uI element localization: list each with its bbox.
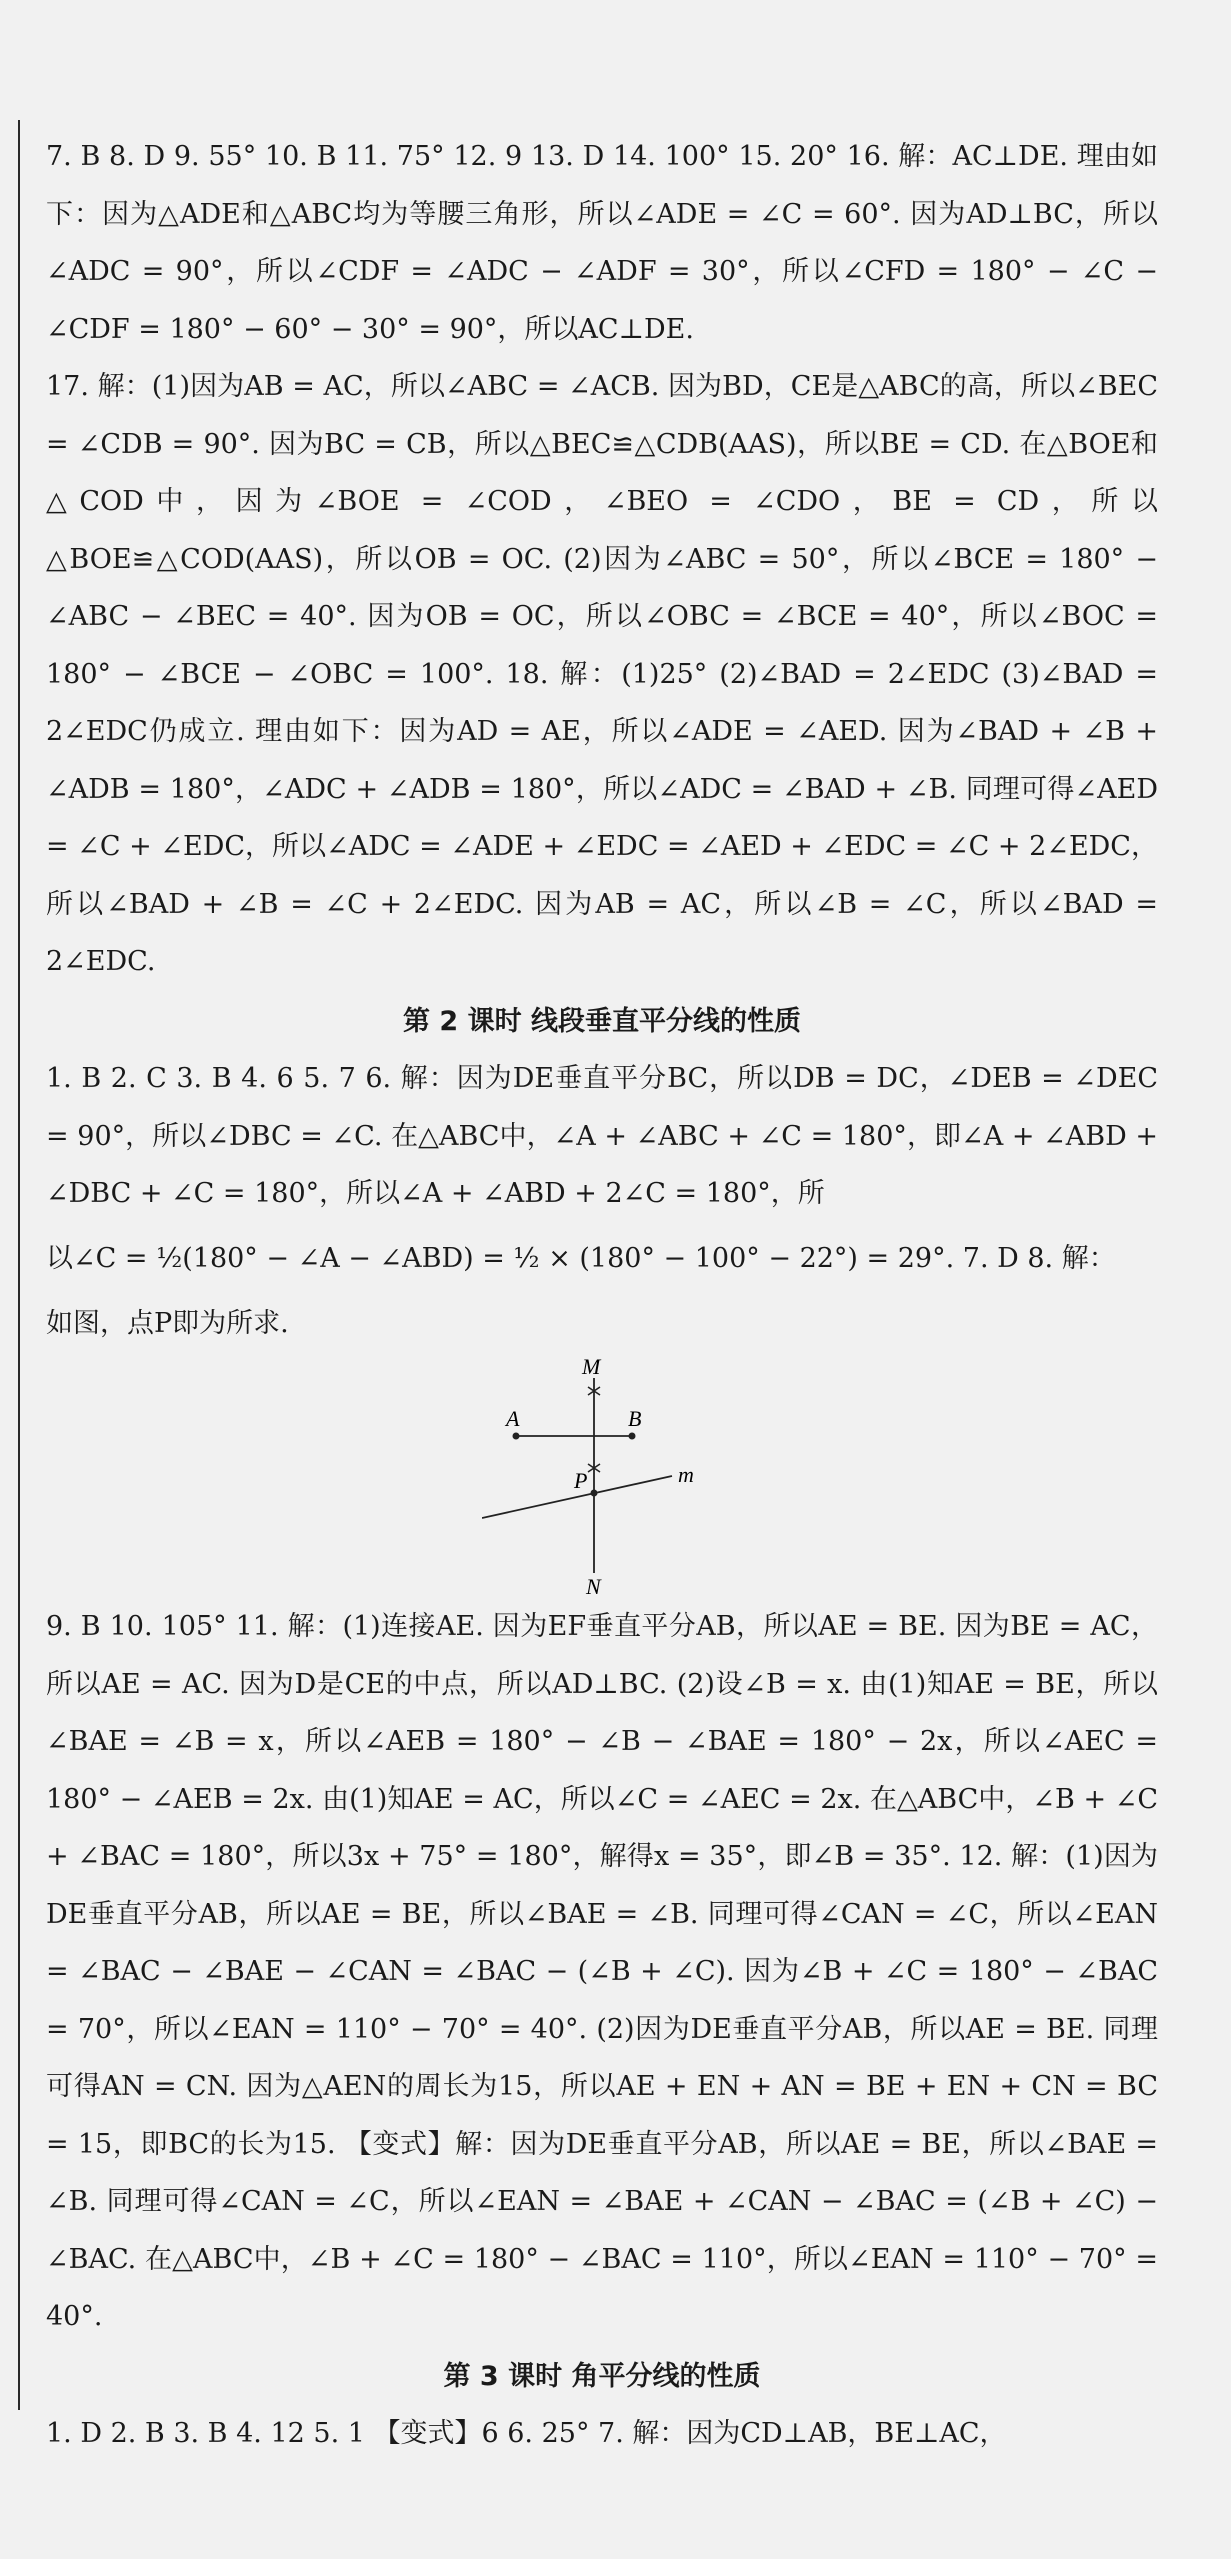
label-n: N: [586, 1574, 601, 1598]
label-p: P: [574, 1468, 588, 1493]
label-a: A: [506, 1406, 520, 1431]
point-b: [629, 1433, 636, 1440]
point-p: [591, 1490, 598, 1497]
section-heading-lesson-2: 第 2 课时 线段垂直平分线的性质: [403, 1005, 801, 1037]
margin-rule: [18, 120, 20, 2410]
section-heading-lesson-3: 第 3 课时 角平分线的性质: [443, 2360, 761, 2392]
answer-paragraph-lesson2-1-6: 1. B 2. C 3. B 4. 6 5. 7 6. 解：因为DE垂直平分BC，所以DB = DC，∠DEB = ∠DEC = 90°，所以∠DBC = ∠C. 在△ABC中，∠A + ∠ABC + ∠C = 180°，即∠A + ∠ABD + ∠DBC + ∠C = 180°，所以∠A + ∠ABD + 2∠C = 180°，所: [46, 1063, 1158, 1209]
label-line-m: m: [678, 1462, 694, 1487]
answer-paragraph-7-16: 7. B 8. D 9. 55° 10. B 11. 75° 12. 9 13. D 14. 100° 15. 20° 16. 解：AC⊥DE. 理由如下：因为△ADE和△ABC均为等腰三角形，所以∠ADE = ∠C = 60°. 因为AD⊥BC，所以∠ADC = 90°，所以∠CDF = ∠ADC − ∠ADF = 30°，所以∠CFD = 180° − ∠C − ∠CDF = 180° − 60° − 30° = 90°，所以AC⊥DE.: [46, 141, 1158, 345]
answer-paragraph-figure-caption: 如图，点P即为所求.: [46, 1307, 289, 1339]
label-m: M: [582, 1358, 601, 1379]
point-a: [513, 1433, 520, 1440]
perpendicular-bisector-figure: [482, 1358, 722, 1598]
answer-paragraph-17-18: 17. 解：(1)因为AB = AC，所以∠ABC = ∠ACB. 因为BD，CE是△ABC的高，所以∠BEC = ∠CDB = 90°. 因为BC = CB，所以△BEC≌△CDB(AAS)，所以BE = CD. 在△BOE和△COD中，因为∠BOE = ∠COD，∠BEO = ∠CDO，BE = CD，所以△BOE≌△COD(AAS)，所以OB = OC. (2)因为∠ABC = 50°，所以∠BCE = 180° − ∠ABC − ∠BEC = 40°. 因为OB = OC，所以∠OBC = ∠BCE = 40°，所以∠BOC = 180° − ∠BCE − ∠OBC = 100°. 18. 解：(1)25° (2)∠BAD = 2∠EDC (3)∠BAD = 2∠EDC仍成立. 理由如下：因为AD = AE，所以∠ADE = ∠AED. 因为∠BAD + ∠B + ∠ADB = 180°，∠ADC + ∠ADB = 180°，所以∠ADC = ∠BAD + ∠B. 同理可得∠AED = ∠C + ∠EDC，所以∠ADC = ∠ADE + ∠EDC = ∠AED + ∠EDC = ∠C + 2∠EDC，所以∠BAD + ∠B = ∠C + 2∠EDC. 因为AB = AC，所以∠B = ∠C，所以∠BAD = 2∠EDC.: [46, 371, 1158, 977]
answer-content: [46, 128, 1158, 2463]
answer-paragraph-9-12: 9. B 10. 105° 11. 解：(1)连接AE. 因为EF垂直平分AB，所以AE = BE. 因为BE = AC，所以AE = AC. 因为D是CE的中点，所以AD⊥BC. (2)设∠B = x. 由(1)知AE = BE，所以∠BAE = ∠B = x，所以∠AEB = 180° − ∠B − ∠BAE = 180° − 2x，所以∠AEC = 180° − ∠AEB = 2x. 由(1)知AE = AC，所以∠C = ∠AEC = 2x. 在△ABC中，∠B + ∠C + ∠BAC = 180°，所以3x + 75° = 180°，解得x = 35°，即∠B = 35°. 12. 解：(1)因为DE垂直平分AB，所以AE = BE，所以∠BAE = ∠B. 同理可得∠CAN = ∠C，所以∠EAN = ∠BAC − ∠BAE − ∠CAN = ∠BAC − (∠B + ∠C). 因为∠B + ∠C = 180° − ∠BAC = 70°，所以∠EAN = 110° − 70° = 40°. (2)因为DE垂直平分AB，所以AE = BE. 同理可得AN = CN. 因为△AEN的周长为15，所以AE + EN + AN = BE + EN + CN = BC = 15，即BC的长为15. 【变式】解：因为DE垂直平分AB，所以AE = BE，所以∠BAE = ∠B. 同理可得∠CAN = ∠C，所以∠EAN = ∠BAE + ∠CAN − ∠BAC = (∠B + ∠C) − ∠BAC. 在△ABC中，∠B + ∠C = 180° − ∠BAC = 110°，所以∠EAN = 110° − 70° = 40°.: [46, 1611, 1158, 2332]
answer-paragraph-lesson2-fraction: 以∠C = ½(180° − ∠A − ∠ABD) = ½ × (180° − 100° − 22°) = 29°. 7. D 8. 解：: [46, 1242, 1116, 1274]
answer-paragraph-lesson3-1-7: 1. D 2. B 3. B 4. 12 5. 1 【变式】6 6. 25° 7. 解：因为CD⊥AB，BE⊥AC，: [46, 2418, 1007, 2449]
label-b: B: [628, 1406, 642, 1431]
